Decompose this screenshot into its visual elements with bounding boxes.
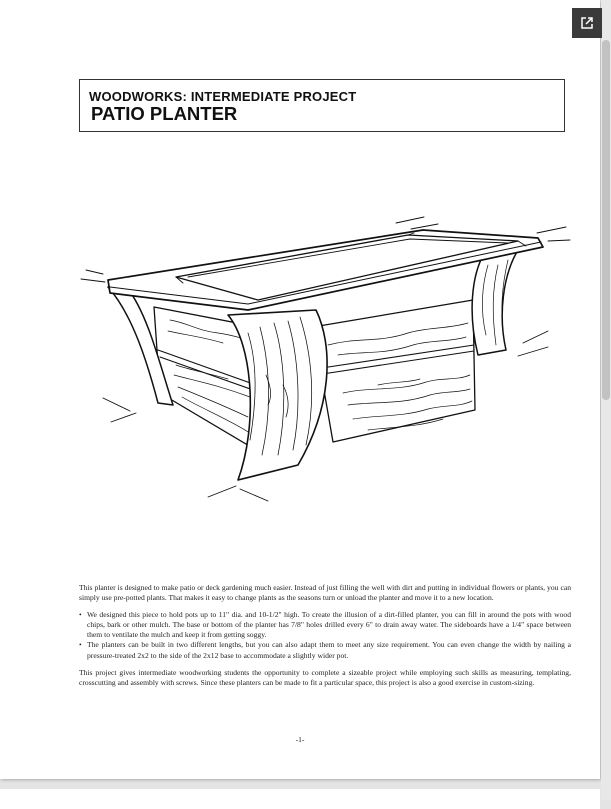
intro-paragraph: This planter is designed to make patio or deck gardening much easier. Instead of just filling the well with dirt and putting in individual flowers or plants, you can simply use pre-potted plants. That makes it easy to change plants as the seasons turn or unload the planter and move it to a new location.: [79, 583, 571, 603]
list-item-text: We designed this piece to hold pots up to 11" dia. and 10-1/2" high. To create the illusion of a dirt-filled planter, you can fill in around the pots with wood chips, bark or other mulch. The base or bottom of the planter has 7/8" holes drilled every 6" to drain away water. The sideboards have a 1/4" space between them to ventilate the mulch and keep it from getting soggy.: [87, 610, 571, 640]
next-page-edge: [0, 789, 600, 809]
project-kicker: WOODWORKS: INTERMEDIATE PROJECT: [89, 89, 357, 104]
bullet-icon: •: [79, 640, 82, 650]
list-item: [79, 640, 571, 660]
title-box: [79, 79, 565, 132]
open-in-new-icon: [580, 16, 594, 30]
list-item-text: The planters can be built in two different lengths, but you can also adapt them to meet any size requirement. You can even change the width by nailing a pressure-treated 2x2 to the side of the 2x12 base to accommodate a slightly wider pot.: [87, 640, 571, 660]
feature-list: [79, 610, 571, 660]
page-title: PATIO PLANTER: [91, 103, 238, 124]
open-in-new-button[interactable]: [572, 8, 602, 38]
body-text: [79, 583, 571, 695]
list-item: [79, 610, 571, 640]
patio-planter-drawing: [78, 205, 578, 505]
page-number: -1-: [295, 735, 305, 744]
closing-paragraph: This project gives intermediate woodworking students the opportunity to complete a sizeable project while employing such skills as measuring, templating, crosscutting and assembly with screws. Since these planters can be made to fit a particular space, this project is also a good exercise in custom-sizing.: [79, 667, 571, 687]
bullet-icon: •: [79, 610, 82, 620]
scrollbar-thumb[interactable]: [602, 40, 610, 400]
